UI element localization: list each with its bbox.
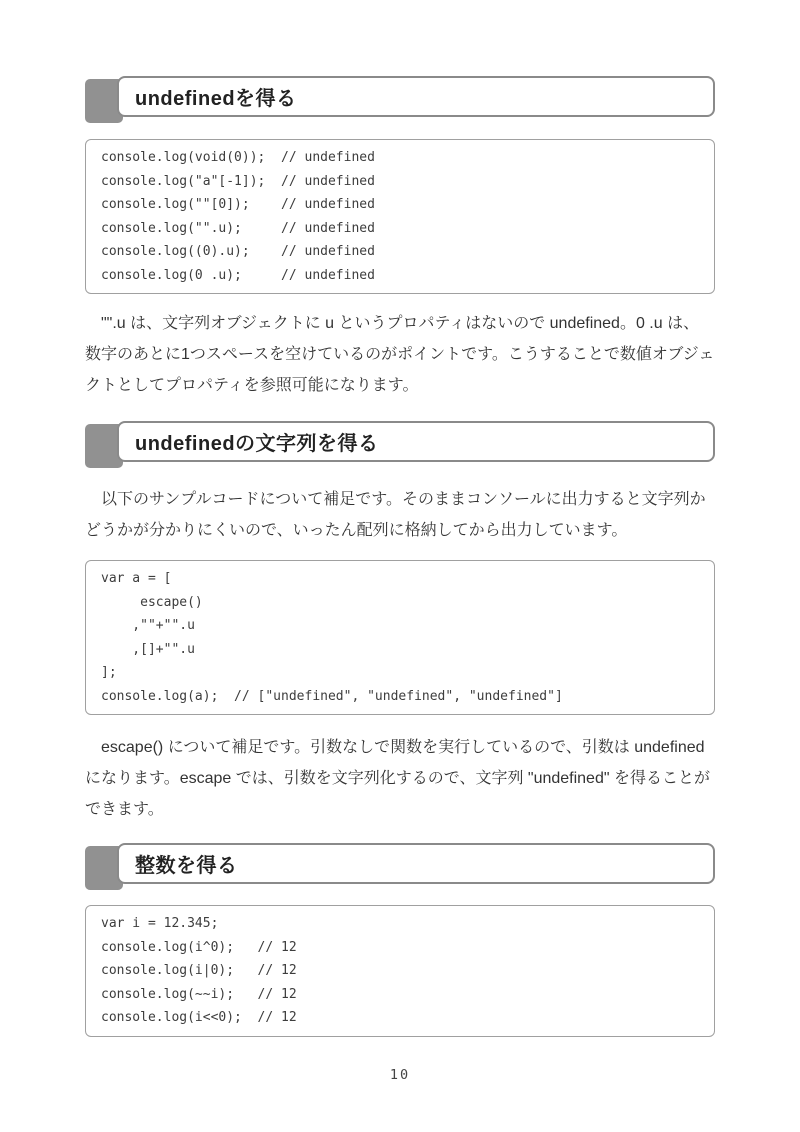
section-title: undefinedを得る [135, 88, 297, 110]
code-line: console.log(void(0)); // undefined [101, 150, 375, 165]
code-line: console.log(i^0); // 12 [101, 939, 297, 955]
code-line: console.log(i|0); // 12 [101, 963, 297, 978]
paragraph-escape-explanation: escape() について補足です。引数なしで関数を実行しているので、引数は undefined になります。escape では、引数を文字列化するので、文字列 "undefined" を得ることができます。 [85, 739, 710, 818]
code-line: escape() [101, 594, 203, 610]
heading-box [117, 76, 715, 117]
section-title: 整数を得る [135, 855, 238, 877]
code-block-undefined-string [85, 560, 715, 715]
paragraph-sample-code-intro: 以下のサンプルコードについて補足です。そのままコンソールに出力すると文字列かどうかが分かりにくいので、いったん配列に格納してから出力しています。 [85, 491, 706, 539]
section-heading-get-undefined-string [85, 421, 715, 468]
code-block-undefined-values [85, 139, 715, 294]
section-title: undefinedの文字列を得る [135, 433, 379, 455]
code-line: console.log(""[0]); // undefined [101, 197, 375, 212]
code-line: var i = 12.345; [101, 916, 219, 931]
section-heading-get-undefined [85, 76, 715, 123]
code-line: console.log((0).u); // undefined [101, 244, 375, 259]
code-line: console.log(0 .u); // undefined [101, 267, 375, 283]
code-line: ]; [101, 665, 117, 680]
paragraph-undefined-explanation: "".u は、文字列オブジェクトに u というプロパティはないので undefined。0 .u は、数字のあとに1つスペースを空けているのがポイントです。こうすることで数値オブジェクトとしてプロパティを参照可能になります。 [85, 315, 715, 394]
code-line: console.log(i<<0); // 12 [101, 1010, 297, 1025]
code-line: var a = [ [101, 571, 172, 586]
heading-box [117, 421, 715, 462]
code-line: console.log(~~i); // 12 [101, 986, 297, 1002]
code-line: ,""+"".u [101, 618, 195, 633]
code-line: console.log("a"[-1]); // undefined [101, 173, 375, 189]
heading-box [117, 843, 715, 884]
code-line: ,[]+"".u [101, 641, 195, 657]
code-line: console.log(a); // ["undefined", "undefined", "undefined"] [101, 688, 563, 704]
page-number: 10 [389, 1066, 411, 1083]
code-line: console.log("".u); // undefined [101, 220, 375, 236]
code-block-integer [85, 905, 715, 1037]
section-heading-get-integer [85, 843, 715, 890]
